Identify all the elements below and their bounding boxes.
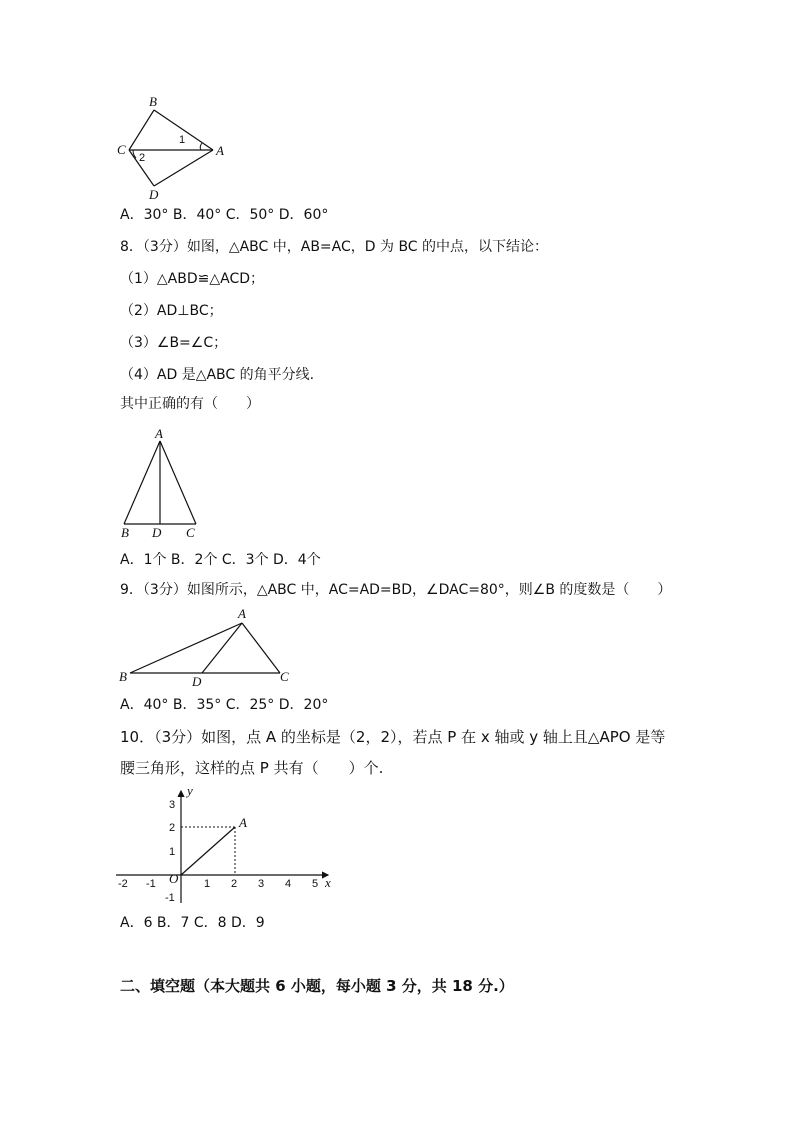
q10-xtick--1: -1 [146,878,156,890]
q9-edge-ad [202,623,242,673]
q10-xtick-2: 2 [231,878,238,890]
q9-label-a: A [238,606,246,621]
q10-label-o: O [169,871,179,886]
q10-segment-oa [181,827,235,875]
q9-label-b: B [119,669,127,684]
q8-label-a: A [155,426,163,441]
q9-label-d: D [192,674,202,687]
q9-figure [114,603,300,687]
q10-options: A．6 B．7 C．8 D．9 [120,915,265,931]
q8-item-1: （1）△ABD≌△ACD； [120,271,265,287]
q10-ytick-2: 2 [169,822,176,834]
q7-label-2: 2 [139,152,146,164]
q7-label-1: 1 [179,134,186,146]
q8-label-d: D [152,525,162,540]
q10-xtick-5: 5 [312,878,319,890]
q8-item-2: （2）AD⊥BC； [120,303,223,319]
q7-options: A．30° B．40° C．50° D．60° [120,207,329,223]
q8-stem: 8．（3分）如图，△ABC 中，AB=AC，D 为 BC 的中点，以下结论： [120,239,549,255]
q8-edge-ac [160,441,196,524]
q7-angle1-arc [200,143,202,150]
q10-xtick--2: -2 [118,878,128,890]
q7-edge-da [154,150,213,186]
q9-edge-ba [130,623,242,673]
q9-stem: 9．（3分）如图所示，△ABC 中，AC=AD=BD，∠DAC=80°，则∠B 的度数是（ ） [120,582,672,598]
q10-stem-line1: 10．（3分）如图，点 A 的坐标是（2，2），若点 P 在 x 轴或 y 轴上且△APO 是等 [120,728,666,746]
q10-figure [114,785,338,907]
q8-edge-ab [124,441,160,524]
q10-stem-line2: 腰三角形，这样的点 P 共有（ ）个. [120,759,384,777]
q9-label-c: C [280,669,289,684]
q8-label-c: C [186,525,195,540]
q7-label-a: A [216,143,224,158]
q10-xtick-1: 1 [204,878,211,890]
q8-ask: 其中正确的有（ ） [120,396,260,412]
q10-xtick-3: 3 [258,878,265,890]
q10-ytick-3: 3 [169,799,176,811]
q7-figure [112,92,232,204]
q9-edge-ac [242,623,280,673]
q10-ytick--1: -1 [165,892,175,904]
q8-item-4: （4）AD 是△ABC 的角平分线. [120,367,315,383]
q10-xtick-4: 4 [285,878,292,890]
q9-options: A．40° B．35° C．25° D．20° [120,697,329,713]
q7-edge-cb [129,110,154,150]
q8-figure [114,424,206,542]
q10-label-a: A [239,815,247,830]
q8-item-3: （3）∠B=∠C； [120,335,228,351]
section-2-heading: 二、填空题（本大题共 6 小题，每小题 3 分，共 18 分.） [120,977,514,995]
q7-label-b: B [149,94,157,109]
q10-label-x: x [325,875,331,890]
q7-label-c: C [117,142,126,157]
q8-label-b: B [121,525,129,540]
q7-label-d: D [149,187,159,202]
q10-ytick-1: 1 [169,846,176,858]
q10-label-y: y [187,785,193,798]
q8-options: A．1个 B．2个 C．3个 D．4个 [120,552,321,568]
